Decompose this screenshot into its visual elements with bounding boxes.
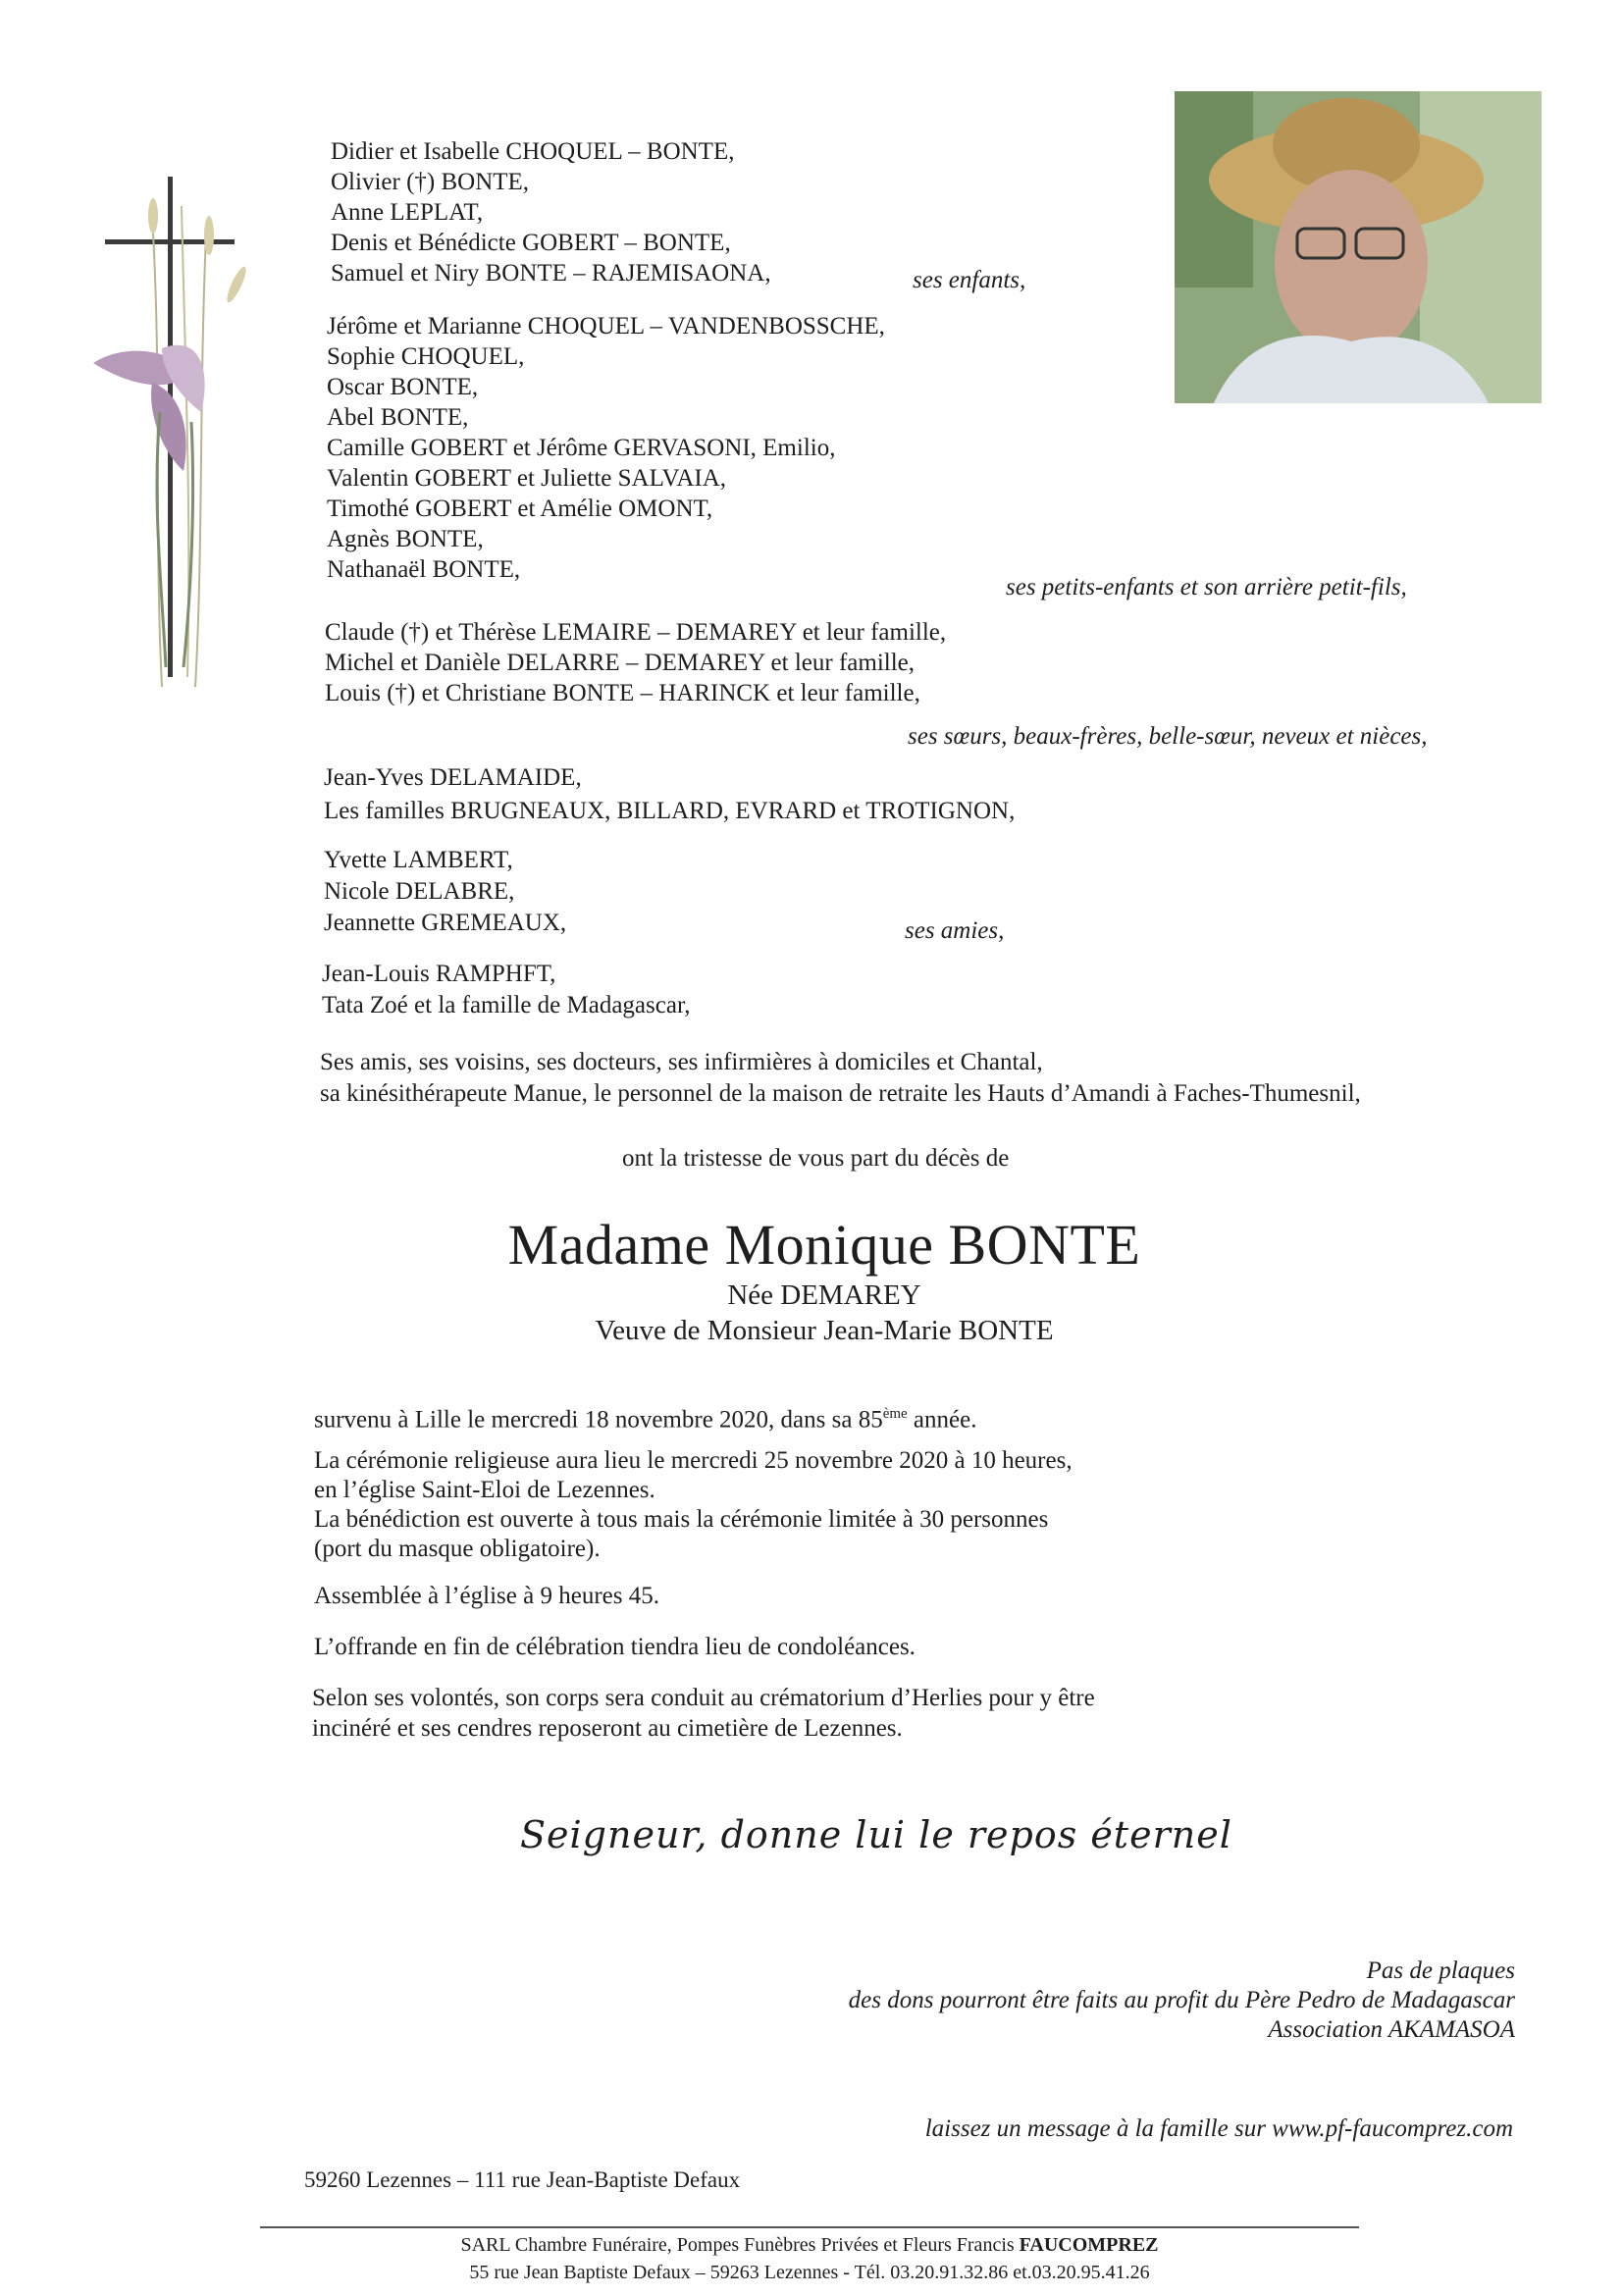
name-line: Louis (†) et Christiane BONTE – HARINCK et leur famille, [325,680,920,706]
name-line: Nicole DELABRE, [324,878,515,905]
death-text: survenu à Lille le mercredi 18 novembre 2020, dans sa 85 [314,1406,883,1434]
name-line: Tata Zoé et la famille de Madagascar, [322,992,691,1018]
name-line: Yvette LAMBERT, [324,847,513,873]
name-line: Oscar BONTE, [327,374,479,400]
ceremony-line: La cérémonie religieuse aura lieu le mercredi 25 novembre 2020 à 10 heures, [314,1447,1073,1474]
role-children: ses enfants, [913,267,1026,293]
footer-divider [260,2226,1359,2228]
name-line: Samuel et Niry BONTE – RAJEMISAONA, [331,260,771,287]
role-friends: ses amies, [905,917,1005,944]
footer-contact: 55 rue Jean Baptiste Defaux – 59263 Lezennes - Tél. 03.20.91.32.86 et.03.20.95.41.26 [469,2262,1150,2283]
maiden-name: Née DEMAREY [727,1279,921,1311]
deceased-block [275,1213,1374,1348]
name-line: Anne LEPLAT, [331,199,484,226]
ordinal-suffix: ème [882,1406,908,1422]
ceremony-line: La bénédiction est ouverte à tous mais la cérémonie limitée à 30 personnes [314,1506,1049,1533]
assembly-text: Assemblée à l’église à 9 heures 45. [314,1583,659,1609]
death-date [314,1399,976,1435]
deceased-name: Madame Monique BONTE [507,1213,1141,1277]
role-grandchildren: ses petits-enfants et son arrière petit-fils, [1006,574,1407,600]
prayer-text: Seigneur, donne lui le repos éternel [520,1813,1232,1856]
widow-of: Veuve de Monsieur Jean-Marie BONTE [595,1315,1054,1346]
name-line: Michel et Danièle DELARRE – DEMAREY et leur famille, [325,650,916,676]
name-line: Agnès BONTE, [327,526,484,552]
offering-text: L’offrande en fin de célébration tiendra lieu de condoléances. [314,1634,916,1660]
notes-line: des dons pourront être faits au profit du Père Pedro de Madagascar [848,1987,1515,2013]
notes-line: Pas de plaques [1366,1957,1515,1984]
name-line: Claude (†) et Thérèse LEMAIRE – DEMAREY et leur famille, [325,619,947,646]
name-line: Valentin GOBERT et Juliette SALVAIA, [327,465,727,492]
wishes-line: incinéré et ses cendres reposeront au cimetière de Lezennes. [312,1715,903,1742]
footer [260,2231,1359,2286]
death-tail: année. [907,1406,977,1434]
name-line: Jérôme et Marianne CHOQUEL – VANDENBOSSCHE, [327,313,885,339]
name-line: sa kinésithérapeute Manue, le personnel de la maison de retraite les Hauts d’Amandi à Faches-Thumesnil, [320,1080,1361,1107]
wishes-line: Selon ses volontés, son corps sera conduit au crématorium d’Herlies pour y être [312,1685,1095,1711]
name-line: Abel BONTE, [327,404,469,431]
footer-brand: FAUCOMPREZ [1019,2234,1159,2256]
cross-with-lily-icon [93,177,270,687]
role-siblings: ses sœurs, beaux-frères, belle-sœur, neveux et nièces, [908,723,1428,750]
address-text: 59260 Lezennes – 111 rue Jean-Baptiste Defaux [304,2167,741,2192]
footer-company [260,2231,1359,2259]
name-line: Denis et Bénédicte GOBERT – BONTE, [331,230,731,256]
name-line: Les familles BRUGNEAUX, BILLARD, EVRARD et TROTIGNON, [324,798,1016,824]
name-line: Jean-Louis RAMPHFT, [322,961,556,987]
name-line: Camille GOBERT et Jérôme GERVASONI, Emilio, [327,435,836,461]
name-line: Ses amis, ses voisins, ses docteurs, ses infirmières à domiciles et Chantal, [320,1049,1043,1075]
name-line: Sophie CHOQUEL, [327,343,525,370]
notes-line: Association AKAMASOA [1268,2016,1515,2043]
message-link[interactable]: laissez un message à la famille sur www.pf-faucomprez.com [924,2115,1513,2142]
ceremony-line: (port du masque obligatoire). [314,1536,601,1562]
ceremony-line: en l’église Saint-Eloi de Lezennes. [314,1477,655,1503]
name-line: Didier et Isabelle CHOQUEL – BONTE, [331,138,735,165]
footer-prefix: SARL Chambre Funéraire, Pompes Funèbres Privées et Fleurs Francis [460,2234,1020,2256]
portrait-photo [1175,91,1542,403]
announcement-text: ont la tristesse de vous part du décès de [622,1145,1010,1172]
name-line: Jean-Yves DELAMAIDE, [324,764,582,791]
notes-block [849,1957,1515,2045]
name-line: Timothé GOBERT et Amélie OMONT, [327,496,713,522]
name-line: Olivier (†) BONTE, [331,169,530,195]
name-line: Nathanaël BONTE, [327,556,521,583]
name-line: Jeannette GREMEAUX, [324,910,567,936]
